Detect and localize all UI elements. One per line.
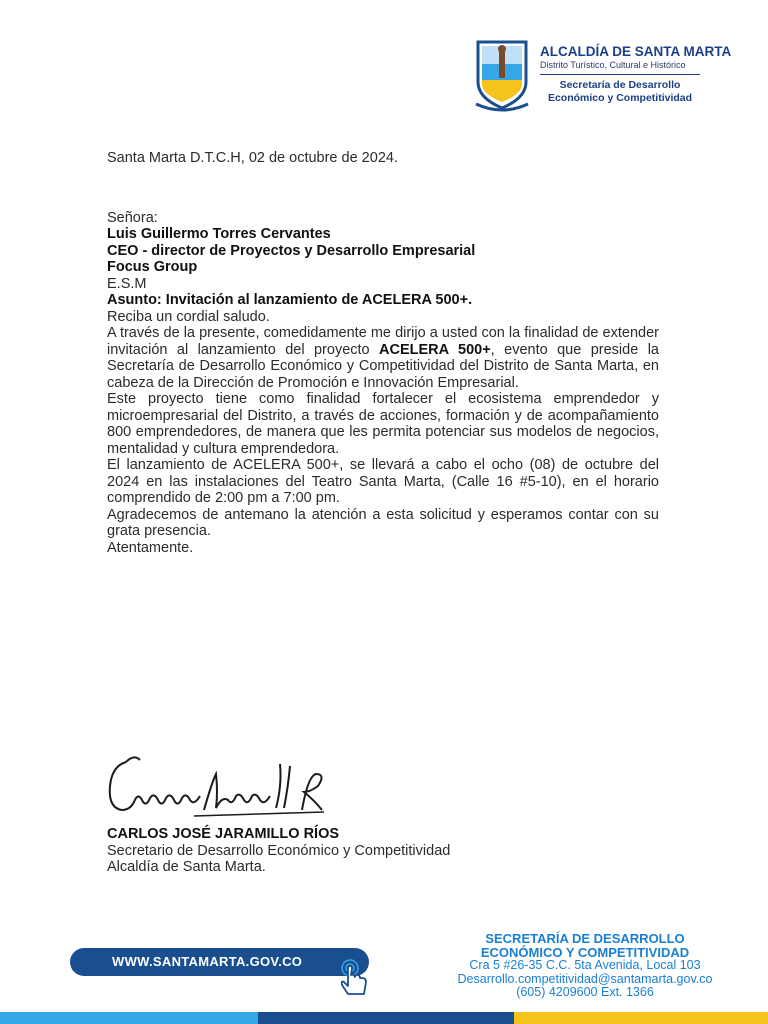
footer-bar-dark-blue — [258, 1012, 514, 1024]
dept-line-2: Económico y Competitividad — [547, 92, 693, 104]
letter-body — [107, 150, 659, 556]
signer-name: CARLOS JOSÉ JARAMILLO RÍOS — [107, 826, 340, 842]
footer-email[interactable]: Desarrollo.competitividad@santamarta.gov.co — [457, 971, 713, 986]
recipient-block — [107, 210, 659, 293]
org-header — [540, 44, 740, 105]
website-link[interactable]: WWW.SANTAMARTA.GOV.CO — [112, 954, 303, 969]
handwritten-signature — [104, 752, 329, 822]
paragraph-3: El lanzamiento de ACELERA 500+, se llevará a cabo el ocho (08) de octubre del 2024 en las instalaciones del Teatro Santa Marta, (Calle 16 #5-10), en el horario comprendido de 2:00 pm a 7:00 pm. — [107, 457, 659, 506]
footer-phone: (605) 4209600 Ext. 1366 — [516, 985, 654, 999]
recipient-role: CEO - director de Proyectos y Desarrollo Empresarial — [107, 242, 476, 259]
footer-bar-light-blue — [0, 1012, 258, 1024]
signer-entity: Alcaldía de Santa Marta. — [107, 859, 266, 875]
recipient-company: Focus Group — [107, 259, 198, 275]
footer-title-1: SECRETARÍA DE DESARROLLO — [485, 931, 685, 946]
org-subtitle: Distrito Turístico, Cultural e Histórico — [540, 60, 686, 70]
recipient-city: E.S.M — [107, 275, 147, 292]
pointing-hand-icon — [336, 958, 372, 998]
footer-address: Cra 5 #26-35 C.C. 5ta Avenida, Local 103 — [469, 958, 701, 972]
footer-title-2: ECONÓMICO Y COMPETITIVIDAD — [480, 944, 690, 960]
header-divider — [540, 74, 700, 75]
paragraph-2: Este proyecto tiene como finalidad fortalecer el ecosistema emprendedor y microempresarial del Distrito, a través de acciones, formación y de acompañamiento 800 emprendedores, de manera que les permita potenciar sus modelos de negocios, mentalidad y cultura emprendedora. — [107, 391, 659, 457]
letter-subject: Asunto: Invitación al lanzamiento de ACELERA 500+. — [107, 292, 473, 308]
signer-role: Secretario de Desarrollo Económico y Competitividad — [107, 842, 451, 859]
letter-date: Santa Marta D.T.C.H, 02 de octubre de 2024. — [107, 150, 398, 166]
dept-line-1: Secretaría de Desarrollo — [559, 79, 681, 91]
paragraph-1 — [107, 325, 659, 391]
recipient-name: Luis Guillermo Torres Cervantes — [107, 226, 331, 242]
paragraph-4: Agradecemos de antemano la atención a esta solicitud y esperamos contar con su grata presencia. — [107, 506, 659, 539]
project-name: ACELERA 500+ — [379, 341, 491, 358]
website-pill[interactable] — [70, 948, 369, 976]
salutation-title: Señora: — [107, 209, 158, 226]
letter-greeting: Reciba un cordial saludo. — [107, 308, 270, 325]
santa-marta-crest-logo — [472, 36, 532, 112]
footer-bar-yellow — [514, 1012, 768, 1024]
org-name: ALCALDÍA DE SANTA MARTA — [540, 44, 732, 59]
footer-contact — [422, 932, 748, 1000]
paragraph-1-start: A través de la presente, comedidamente me dirijo a usted con la finalidad de extender invitación al lanzamiento del proyecto — [107, 325, 659, 358]
letter-closing: Atentamente. — [107, 539, 194, 556]
paragraph-1-end: , evento que preside la Secretaría de Desarrollo Económico y Competitividad del Distrito de Santa Marta, en cabeza de la Dirección de Promoción e Innovación Empresarial. — [107, 341, 659, 391]
signer-block — [107, 826, 450, 876]
